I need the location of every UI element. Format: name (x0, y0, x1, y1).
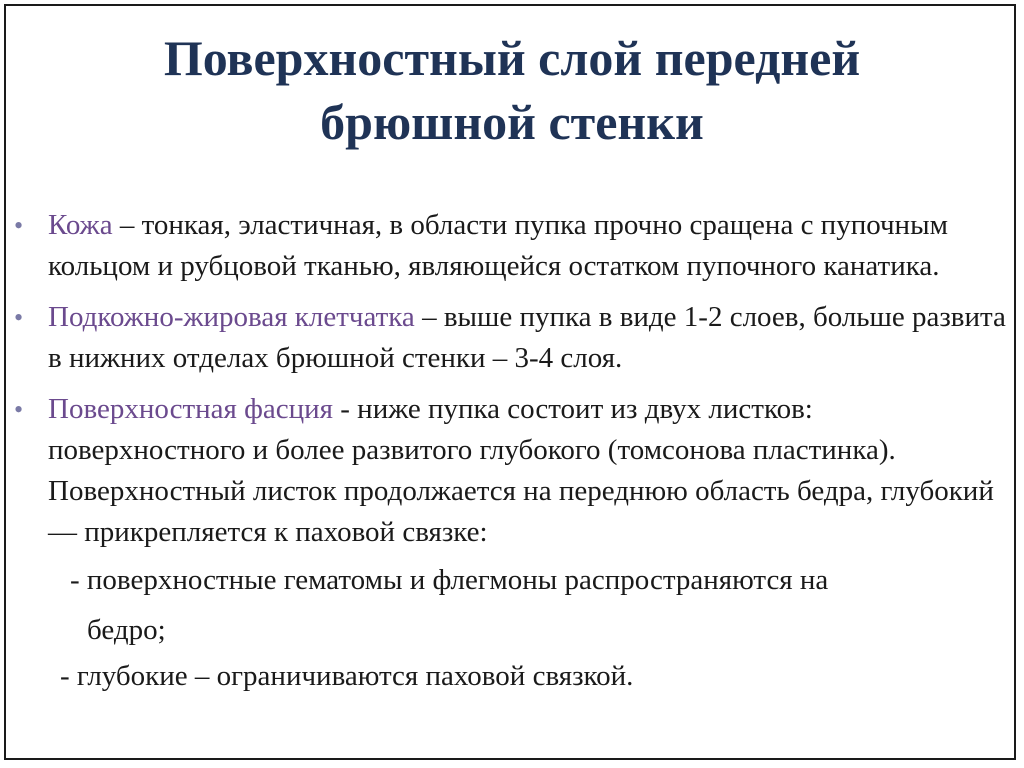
bullet-marker: • (14, 395, 24, 424)
slide-content (14, 205, 1014, 699)
term-subcutaneous-fat: Подкожно-жировая клетчатка (48, 301, 415, 333)
bullet-marker: • (14, 211, 24, 240)
term-skin: Кожа (48, 209, 113, 241)
description-subcutaneous-fat: – выше пупка в виде 1-2 слоев, больше развита в нижних отделах брюшной стенки – 3-4 слоя. (48, 301, 1006, 374)
title-line-1: Поверхностный слой передней (163, 30, 861, 86)
subitem-hematomas-line-2: бедро; (87, 614, 166, 646)
description-superficial-fascia: - ниже пупка состоит из двух листков: поверхностного и более развитого глубокого (томсонова пластинка). Поверхностный листок продолжается на переднюю область бедра, глубокий — прикрепляется к паховой связке: (48, 393, 994, 548)
bullet-superficial-fascia (14, 389, 1014, 553)
bullet-subcutaneous-fat (14, 297, 1014, 379)
title-line-2: брюшной стенки (320, 94, 704, 150)
description-skin: – тонкая, эластичная, в области пупка прочно сращена с пупочным кольцом и рубцовой тканью, являющейся остатком пупочного канатика. (48, 209, 948, 282)
slide-title (0, 26, 1024, 154)
subitem-deep: - глубокие – ограничиваются паховой связкой. (60, 660, 634, 692)
subitem-hematomas-line-1: - поверхностные гематомы и флегмоны распространяются на (70, 564, 829, 596)
term-superficial-fascia: Поверхностная фасция (48, 393, 334, 425)
bullet-marker: • (14, 303, 24, 332)
bullet-skin (14, 205, 1014, 287)
